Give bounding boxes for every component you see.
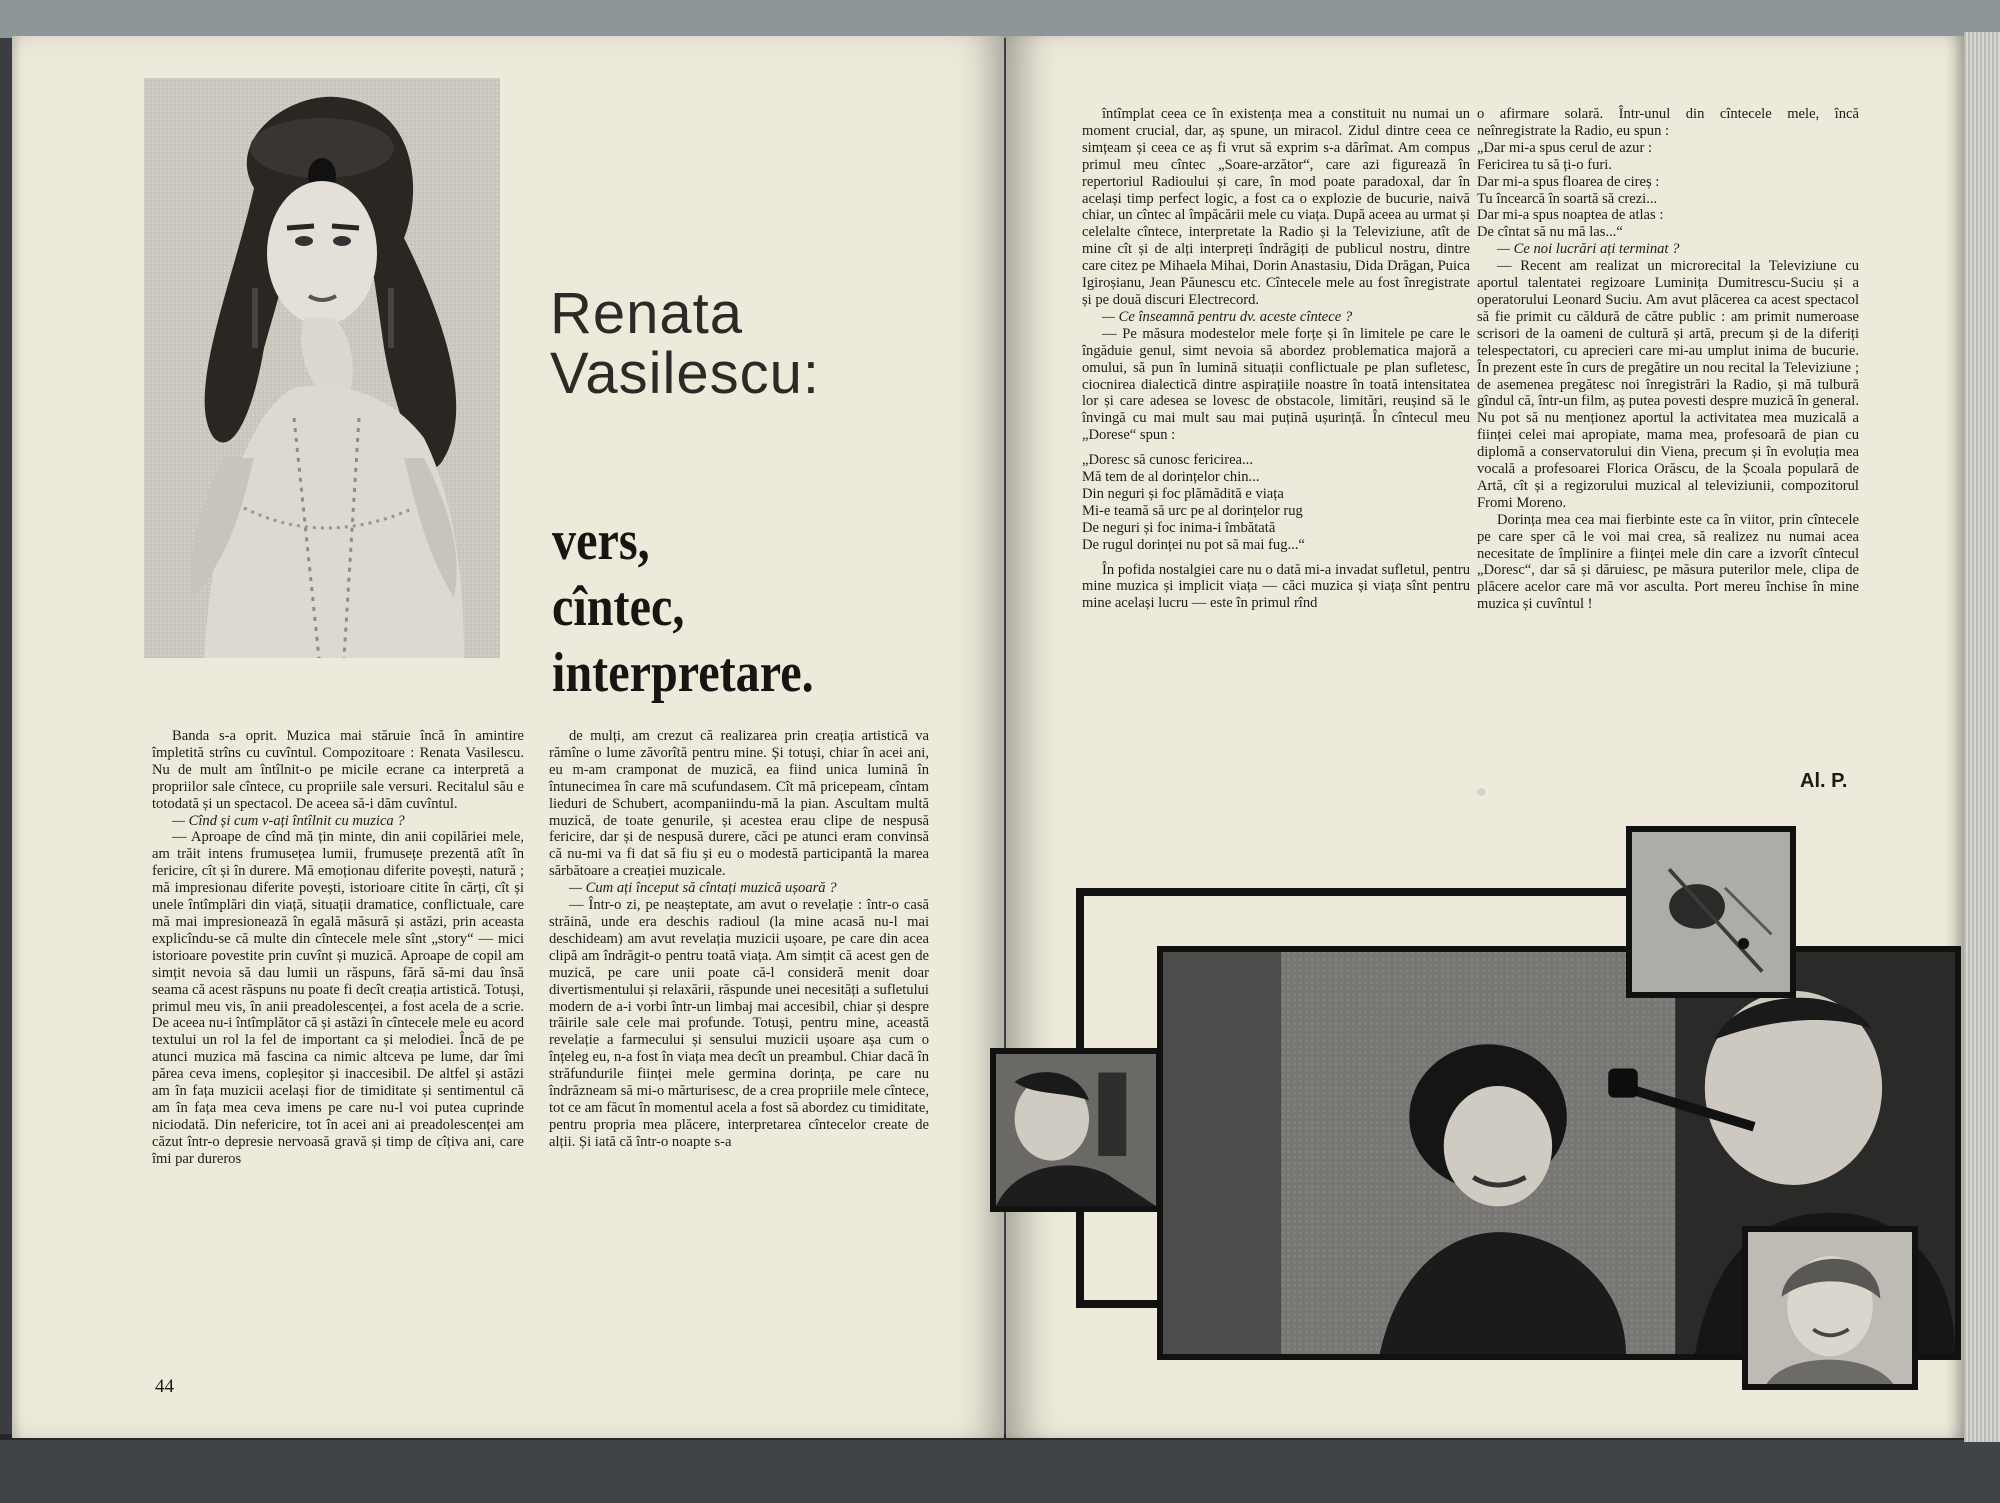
paragraph: Dorința mea cea mai fierbinte este ca în viitor, prin cîntecele pe care sper că le voi mai crea, să realizez nu numai acea necesitate de împlinire a ființei mele din care a izvorît cîntecul „Doresc“, dar să și dăruiesc, pe măsura puterilor mele, clipa de plăcere acelor care mă vor asculta. Port mereu închise în mine muzica și cuvîntul ! <box>1477 511 1859 613</box>
paragraph: În pofida nostalgiei care nu o dată mi-a invadat sufletul, pentru mine muzica și implicit viața — căci muzica și viața sînt pentru mine același lucru — este în primul rînd <box>1082 561 1470 612</box>
paragraph: Fericirea tu să ți-o furi. <box>1477 156 1612 173</box>
page-stack-edge <box>1964 32 2000 1442</box>
lyric-line: De neguri și foc inima-i îmbătată <box>1082 519 1276 536</box>
text-column-left-1 <box>152 728 524 1168</box>
article-title-name <box>550 281 821 406</box>
paragraph: Dar mi-a spus noaptea de atlas : <box>1477 207 1664 224</box>
song-lyrics <box>1082 452 1470 553</box>
show-through-text: • <box>1476 776 1487 809</box>
title-line: Vasilescu: <box>550 341 821 406</box>
paragraph: Tu încearcă în soartă să crezi... <box>1477 190 1658 207</box>
paragraph: o afirmare solară. Într-unul din cîntecele mele, încă neînregistrate la Radio, eu spun : <box>1477 106 1859 139</box>
paragraph: de mulți, am crezut că realizarea prin creația artistică va rămîne o lume zăvorîtă pentru mine. Și totuși, chiar în acei ani, eu m-am cramponat de muzică, ea fiind unica lumină în întunecimea în care mă scufundasem. Cît mă pricepeam, cîntam lieduri de Schubert, acompaniindu-mă la pian. Ascultam multă muzică, de toate genurile, și acestea erau clipe de nespusă fericire, dar și de nespusă durere, căci pe atunci eram convinsă că nu-mi va fi dat să fiu și eu o modestă participantă la marea sărbătoare a creației muzicale. <box>549 728 929 880</box>
lyric-line: De rugul dorinței nu pot să mai fug...“ <box>1082 536 1305 553</box>
text-column-right-2 <box>1477 106 1859 613</box>
paragraph: De cîntat să nu mă las...“ <box>1477 224 1623 241</box>
lyric-line: Mă tem de al dorințelor chin... <box>1082 469 1260 486</box>
paragraph: „Dar mi-a spus cerul de azur : <box>1477 139 1653 156</box>
lyric-line: Mi-e teamă să urc pe al dorințelor rug <box>1082 502 1303 519</box>
paragraph: Dar mi-a spus floarea de cireș : <box>1477 173 1660 190</box>
interview-question: — Ce noi lucrări ați terminat ? <box>1497 241 1680 258</box>
text-column-left-2 <box>549 728 929 1151</box>
paragraph: întîmplat ceea ce în existența mea a constituit nu numai un moment crucial, dar, aș spune, un miracol. Zidul dintre ceea ce simțeam și ceea ce aș fi vrut să exprim s-a dărîmat. Am compus primul meu cîntec „Soare-arzător“, care azi figurează în repertoriul Radioului și care, în mod poate paradoxal, dar în același timp perfect logic, a fost ca o explozie de bucurie, naivă chiar, un cîntec al împăcării mele cu viața. După aceea au urmat și celelalte cîntece, interpretate la Radio și la Televiziune, atît de mine cît și de alți interpreți îndrăgiți de publicul nostru, dintre care citez pe Mihaela Mihai, Dorin Anastasiu, Dida Drăgan, Puica Igiroșianu, Jean Păunescu etc. Cîntecele mele au fost înregistrate și pe două discuri Electrecord. <box>1082 106 1470 308</box>
page-number: 44 <box>155 1376 174 1397</box>
paragraph: Banda s-a oprit. Muzica mai stăruie încă în amintire împletită strîns cu cuvîntul. Compozitoare : Renata Vasilescu. Nu de mult am întîlnit-o pe micile ecrane ca interpretă a propriilor sale cîntece, cu propriile sale versuri. Recitalul său e totodată și un spectacol. De aceea să-i dăm cuvîntul. <box>152 728 524 812</box>
title-line: Renata <box>550 281 744 346</box>
paragraph: — Într-o zi, pe neașteptate, am avut o revelație : într-o casă străină, unde era deschis radioul (la mine acasă nu-l mai deschideam) am avut revelația muzicii ușoare, pe care din acea clipă am îndrăgit-o pentru toată viața. Am simțit că acest gen de muzică, pe care unii poate că-l consideră menit doar divertismentului și relaxării, răspunde unei necesități a sufletului modern de a-i vorbi într-un limbaj mai accesibil, chiar și despre trăirile sale cele mai profunde. Totuși, pentru mine, această revelație a farmecului și sensului muzicii ușoare așa cum o înțeleg eu, n-a fost în viața mea decît un preambul. Chiar dacă în străfundurile ființei mele germina dorința, pe care nu îndrăzneam să mi-o mărturisesc, de a crea propriile mele cîntece, tot ce am făcut în momentul acela a fost să abordez cu timiditate, pentru propria mea plăcere, interpretarea cîntecelor create de alții. Și iată că într-o noapte s-a <box>549 897 929 1150</box>
subtitle-line: vers, <box>552 510 650 572</box>
inset-photo-left <box>990 1048 1162 1212</box>
inset-photo-top <box>1626 826 1796 998</box>
subtitle-line: interpretare. <box>552 642 814 704</box>
interview-question: — Cum ați început să cîntați muzică ușoară ? <box>569 880 837 897</box>
portrait-photo <box>144 78 500 658</box>
paragraph: — Aproape de cînd mă țin minte, din anii copilăriei mele, am trăit intens frumusețea lumii, frumusețe prezentă atît în fericire, cît și în durere. Mă emoționau diferite povești, natură ; mă impresionau diferite povești, istorioare citite în cărți, cît și unele întîmplări din viață, situații dramatice, conflictuale, care mă mai impresionează în egală măsură și astăzi, prin aceasta explicîndu-se că multe din cîntecele mele sînt „story“ — mici istorioare povestite prin cuvînt și muzică. Aproape de copil am simțit nevoia să dau lumii un răspuns, fără să-mi dau însă seama că acest răspuns nu poate fi decît creația artistică. Totuși, primul meu vis, în anii preadolescenței, a fost acela de a scrie. De aceea nu-i întîmplător că și astăzi în cîntecele mele eu acord textului un rol la fel de important ca și melodiei. Încă de pe atunci muzica mă fascina ca nimic altceva pe lume, dar îmi părea ceva imens, copleșitor și inaccesibil. De altfel și astăzi am în fața muzicii același fior de timiditate și sentimentul că am în fața mea ceva imens pe care nu-l voi putea cuprinde niciodată. Din nefericire, tot în acei ani ai preadolescenței am căzut într-o depresie nervoasă gravă și timp de cîțiva ani, care îmi par dureros <box>152 829 524 1167</box>
inset-photo-bottom <box>1742 1226 1918 1390</box>
left-page <box>12 36 1004 1438</box>
subtitle-line: cîntec, <box>552 576 685 638</box>
book-cover-bottom <box>0 1440 2000 1503</box>
author-signature: Al. P. <box>1800 770 1848 792</box>
right-page <box>1006 36 1964 1438</box>
interview-question: — Ce înseamnă pentru dv. aceste cîntece ? <box>1102 308 1353 325</box>
lyric-line: Din neguri și foc plămădită e viața <box>1082 485 1284 502</box>
text-column-right-1 <box>1082 106 1470 612</box>
article-subtitle <box>552 508 814 706</box>
paragraph: — Recent am realizat un microrecital la Televiziune cu aportul talentatei regizoare Luminița Dumitrescu-Suciu și a operatorului Leonard Suciu. Am avut plăcerea ca acest spectacol să fie primit cu căldură de către public : am primit numeroase scrisori de la oameni de cultură și artă, precum și de la diferiți telespectatori, cu aprecieri care mi-au umplut inima de bucurie. În prezent este în curs de pregătire un nou recital la Televiziune ; de asemenea pregătesc noi înregistrări la Radio, și mă tulbură gîndul că, într-un film, aș putea povesti despre muzică în general. Nu pot să nu menționez aportul la activitatea mea muzicală a ființei celei mai apropiate, mama mea, profesoară de pian cu diplomă a conservatorului din Viena, precum și în evoluția mea vocală a profesoarei Florica Orăscu, de la Școala populară de Artă, cît și a regizorului muzical al televiziunii, compozitorul Fromi Moreno. <box>1477 258 1859 511</box>
paragraph: — Pe măsura modestelor mele forțe și în limitele pe care le îngăduie genul, simt nevoia să abordez problematica majoră a omului, să pun în lumină situații conflictuale pe plan sufletesc, ciocnirea dialectică dintre aspirațiile noastre în toată intensitatea lor și care adesea se lovesc de obstacole, limitări, reușind să le învingă cu mai mult sau mai puțină ușurință. În cîntecul meu „Dorese“ spun : <box>1082 325 1470 444</box>
lyric-line: „Doresc să cunosc fericirea... <box>1082 452 1253 469</box>
interview-question: — Cînd și cum v-ați întîlnit cu muzica ? <box>172 812 405 829</box>
